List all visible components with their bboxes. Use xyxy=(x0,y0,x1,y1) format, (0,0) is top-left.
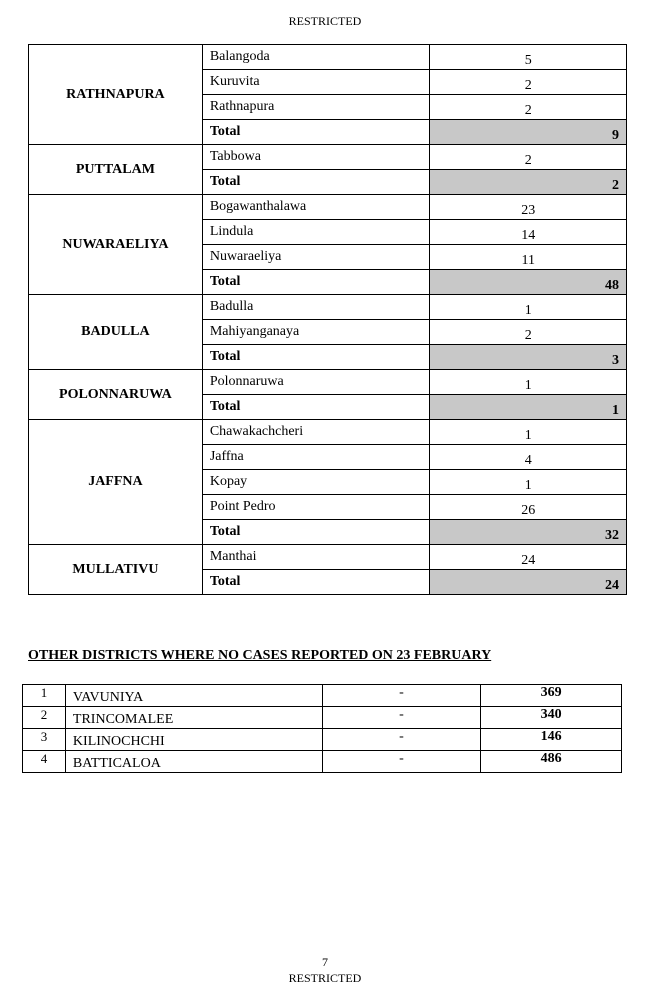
location-name: Tabbowa xyxy=(202,145,430,170)
district-cases-table xyxy=(28,44,627,595)
total-label: Total xyxy=(202,345,430,370)
total-label: Total xyxy=(202,395,430,420)
total-value: 3 xyxy=(430,345,627,370)
location-count: 2 xyxy=(430,70,627,95)
district-name: NUWARAELIYA xyxy=(29,195,203,295)
row-index: 2 xyxy=(23,707,66,729)
row-index: 4 xyxy=(23,751,66,773)
location-count: 1 xyxy=(430,370,627,395)
location-name: Lindula xyxy=(202,220,430,245)
location-name: Kopay xyxy=(202,470,430,495)
table-row xyxy=(29,145,627,170)
location-name: Rathnapura xyxy=(202,95,430,120)
location-count: 11 xyxy=(430,245,627,270)
total-label: Total xyxy=(202,520,430,545)
total-value: 2 xyxy=(430,170,627,195)
table-row xyxy=(29,195,627,220)
district-name: KILINOCHCHI xyxy=(65,729,322,751)
total-label: Total xyxy=(202,270,430,295)
location-count: 1 xyxy=(430,470,627,495)
cumulative-count: 146 xyxy=(481,729,622,751)
total-value: 32 xyxy=(430,520,627,545)
location-name: Chawakachcheri xyxy=(202,420,430,445)
location-count: 5 xyxy=(430,45,627,70)
cumulative-count: 369 xyxy=(481,685,622,707)
location-count: 26 xyxy=(430,495,627,520)
total-value: 24 xyxy=(430,570,627,595)
page-number: 7 xyxy=(322,955,328,969)
location-count: 4 xyxy=(430,445,627,470)
location-count: 2 xyxy=(430,145,627,170)
location-name: Polonnaruwa xyxy=(202,370,430,395)
location-name: Point Pedro xyxy=(202,495,430,520)
header-classification: RESTRICTED xyxy=(288,14,362,28)
table-row xyxy=(29,370,627,395)
cumulative-count: 340 xyxy=(481,707,622,729)
total-label: Total xyxy=(202,120,430,145)
location-name: Jaffna xyxy=(202,445,430,470)
table-row xyxy=(29,45,627,70)
district-name: VAVUNIYA xyxy=(65,685,322,707)
district-name: BADULLA xyxy=(29,295,203,370)
new-cases-dash: - xyxy=(322,751,481,773)
district-name: MULLATIVU xyxy=(29,545,203,595)
row-index: 1 xyxy=(23,685,66,707)
location-count: 1 xyxy=(430,295,627,320)
new-cases-dash: - xyxy=(322,707,481,729)
total-label: Total xyxy=(202,170,430,195)
other-districts-table xyxy=(22,684,622,773)
location-name: Mahiyanganaya xyxy=(202,320,430,345)
location-name: Nuwaraeliya xyxy=(202,245,430,270)
location-name: Bogawanthalawa xyxy=(202,195,430,220)
location-count: 2 xyxy=(430,95,627,120)
location-count: 23 xyxy=(430,195,627,220)
location-name: Kuruvita xyxy=(202,70,430,95)
location-count: 1 xyxy=(430,420,627,445)
footer-classification: RESTRICTED xyxy=(288,971,362,985)
table-row xyxy=(23,685,622,707)
location-name: Badulla xyxy=(202,295,430,320)
table-row xyxy=(29,295,627,320)
location-count: 14 xyxy=(430,220,627,245)
total-value: 48 xyxy=(430,270,627,295)
new-cases-dash: - xyxy=(322,729,481,751)
total-value: 1 xyxy=(430,395,627,420)
new-cases-dash: - xyxy=(322,685,481,707)
table-row xyxy=(23,751,622,773)
location-name: Manthai xyxy=(202,545,430,570)
district-name: JAFFNA xyxy=(29,420,203,545)
location-count: 24 xyxy=(430,545,627,570)
table-row xyxy=(29,420,627,445)
district-name: BATTICALOA xyxy=(65,751,322,773)
other-districts-title: OTHER DISTRICTS WHERE NO CASES REPORTED ON 23 FEBRUARY xyxy=(28,648,492,663)
total-value: 9 xyxy=(430,120,627,145)
table-row xyxy=(23,707,622,729)
total-label: Total xyxy=(202,570,430,595)
cumulative-count: 486 xyxy=(481,751,622,773)
district-name: POLONNARUWA xyxy=(29,370,203,420)
district-name: PUTTALAM xyxy=(29,145,203,195)
location-name: Balangoda xyxy=(202,45,430,70)
district-name: RATHNAPURA xyxy=(29,45,203,145)
table-row xyxy=(23,729,622,751)
row-index: 3 xyxy=(23,729,66,751)
location-count: 2 xyxy=(430,320,627,345)
district-name: TRINCOMALEE xyxy=(65,707,322,729)
table-row xyxy=(29,545,627,570)
